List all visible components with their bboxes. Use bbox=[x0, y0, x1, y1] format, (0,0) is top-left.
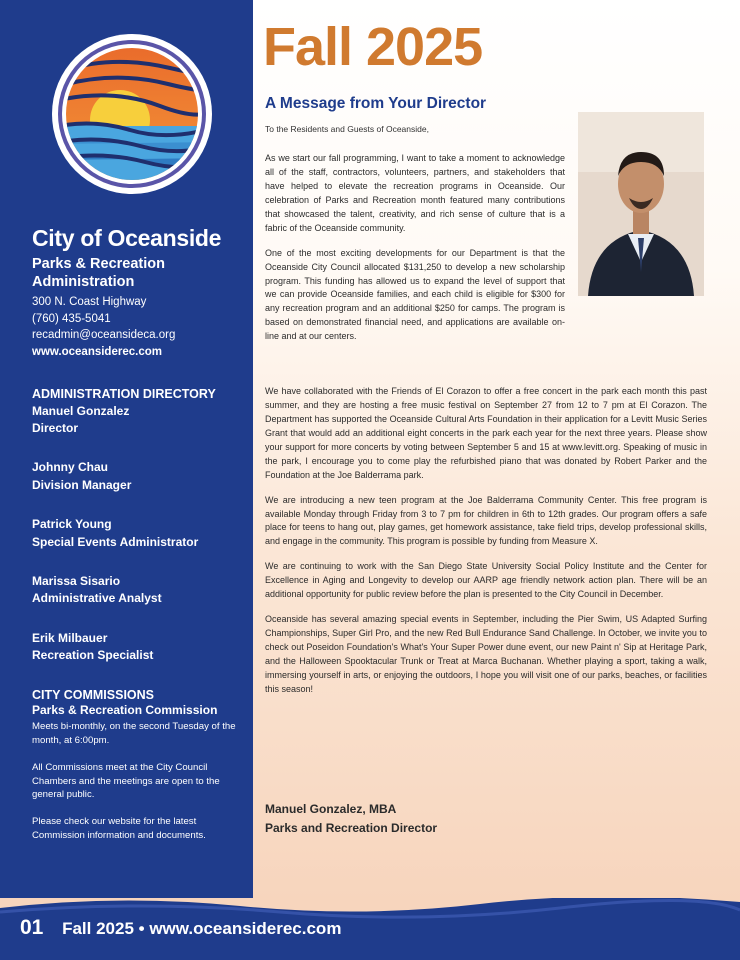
person-title: Director bbox=[32, 421, 79, 435]
phone: (760) 435-5041 bbox=[32, 312, 111, 325]
page-subtitle: A Message from Your Director bbox=[265, 95, 487, 112]
signature bbox=[265, 800, 437, 837]
person-name: Manuel Gonzalez bbox=[32, 403, 130, 418]
letter-paragraph: We are introducing a new teen program at the Joe Balderrama Community Center. This free program is available Monday through Friday from 3 to 7 pm for children in 6th to 12th grades. Our program offers a safe place for teens to hang out, play games, get homework assistance, take field trips, develop professional skills, and engage in the community. This program is possible by funding from Measure X. bbox=[265, 494, 707, 547]
signature-title: Parks and Recreation Director bbox=[265, 820, 438, 835]
letter-paragraph: As we start our fall programming, I want to take a moment to acknowledge all of the staff, contractors, volunteers, partners, and stakeholders that have helped to elevate the recreation programs in Oceanside. Our celebration of Parks and Recreation month featured many contributions that showcased the talent, creativity, and rich sense of culture that is a fabric of the Oceanside community. bbox=[265, 153, 565, 233]
directory-entry bbox=[32, 630, 244, 665]
contact-block bbox=[32, 294, 244, 361]
person-name: Patrick Young bbox=[32, 517, 112, 532]
person-name: Marissa Sisario bbox=[32, 573, 121, 588]
page-title: Fall 2025 bbox=[263, 17, 483, 77]
directory-heading: ADMINISTRATION DIRECTORY bbox=[32, 386, 216, 401]
person-title: Division Manager bbox=[32, 477, 132, 492]
person-name: Erik Milbauer bbox=[32, 630, 108, 645]
commission-check: Please check our website for the latest Commission information and documents. bbox=[32, 816, 206, 841]
letter-paragraph: We are continuing to work with the San Diego State University Social Policy Institute and the Center for Excellence in Aging and Longevity to develop our AARP age friendly network action plan. There will be an additional opportunity for public review before the plan is presented to the City Council in December. bbox=[265, 561, 707, 600]
commission-meets: Meets bi-monthly, on the second Tuesday of the month, at 6:00pm. bbox=[32, 721, 236, 746]
city-name: City of Oceanside bbox=[32, 225, 222, 251]
person-title: Administrative Analyst bbox=[32, 591, 162, 606]
email-link[interactable]: recadmin@oceansideca.org bbox=[32, 329, 176, 342]
footer-text bbox=[20, 916, 341, 940]
commission-name: Parks & Recreation Commission bbox=[32, 702, 218, 717]
salutation: To the Residents and Guests of Oceanside, bbox=[265, 124, 429, 134]
city-logo-icon bbox=[50, 32, 214, 196]
department-name: Parks & Recreation Administration bbox=[32, 256, 165, 290]
address: 300 N. Coast Highway bbox=[32, 295, 147, 308]
letter-paragraph: We have collaborated with the Friends of El Corazon to offer a free concert in the park each month this past summer, and they are hosting a free music festival on September 27 from 12 to 7 pm at El Corazon. The Department has supported the Oceanside Cultural Arts Foundation in their application for a Levitt Music Series Grant that would add an additional eight concerts in the park each year for the next three years. Please show your support for more concerts by voting between September 5 and 15 at www.levitt.org. Speaking of music in the park, I encourage you to come play the refurbished piano that was donated by Robert Parker and the Foundation at the Joe Balderrama park. bbox=[265, 386, 707, 480]
person-name: Johnny Chau bbox=[32, 460, 109, 475]
commissions-heading: CITY COMMISSIONS bbox=[32, 687, 155, 702]
page-footer bbox=[0, 898, 740, 960]
signature-name: Manuel Gonzalez, MBA bbox=[265, 802, 397, 816]
letter-intro bbox=[265, 152, 565, 355]
footer-label: Fall 2025 • www.oceansiderec.com bbox=[62, 919, 342, 938]
directory-entry bbox=[32, 573, 244, 608]
website-link[interactable]: www.oceansiderec.com bbox=[32, 345, 162, 358]
sidebar bbox=[0, 0, 253, 960]
directory-list bbox=[32, 403, 244, 665]
director-photo bbox=[578, 112, 704, 296]
letter-body bbox=[265, 385, 707, 708]
letter-paragraph: Oceanside has several amazing special events in September, including the Pier Swim, US Adapted Surfing Championships, Super Girl Pro, and the new Red Bull Endurance Sand Challenge. In October, we invite you to check out Poseidon Foundation's What's Your Super Power dune event, our new Paint n' Sip at Heritage Park, and the Halloween Spooktacular Trunk or Treat at Marca Buchanan. Whether playing a sport, taking a walk, immersing yourself in arts, or enjoying the outdoors, I hope you will visit one of our parks, beaches, or facilities this season! bbox=[265, 614, 707, 694]
page-number: 01 bbox=[20, 916, 44, 939]
directory-entry bbox=[32, 459, 244, 494]
commission-note: All Commissions meet at the City Council Chambers and the meetings are open to the general public. bbox=[32, 762, 220, 801]
directory-entry bbox=[32, 403, 244, 438]
directory-entry bbox=[32, 516, 244, 551]
person-title: Recreation Specialist bbox=[32, 648, 154, 663]
letter-paragraph: One of the most exciting developments for our Department is that the Oceanside City Council allocated $131,250 to develop a new scholarship program. This funding has allowed us to expand the level of support that we can provide Oceanside families, and each child is eligible for $300 for any recreation program and an additional $250 for camps. The program is based on demonstrated financial need, and applications are available on-line and at our centers. bbox=[265, 247, 565, 342]
person-title: Special Events Administrator bbox=[32, 534, 199, 549]
